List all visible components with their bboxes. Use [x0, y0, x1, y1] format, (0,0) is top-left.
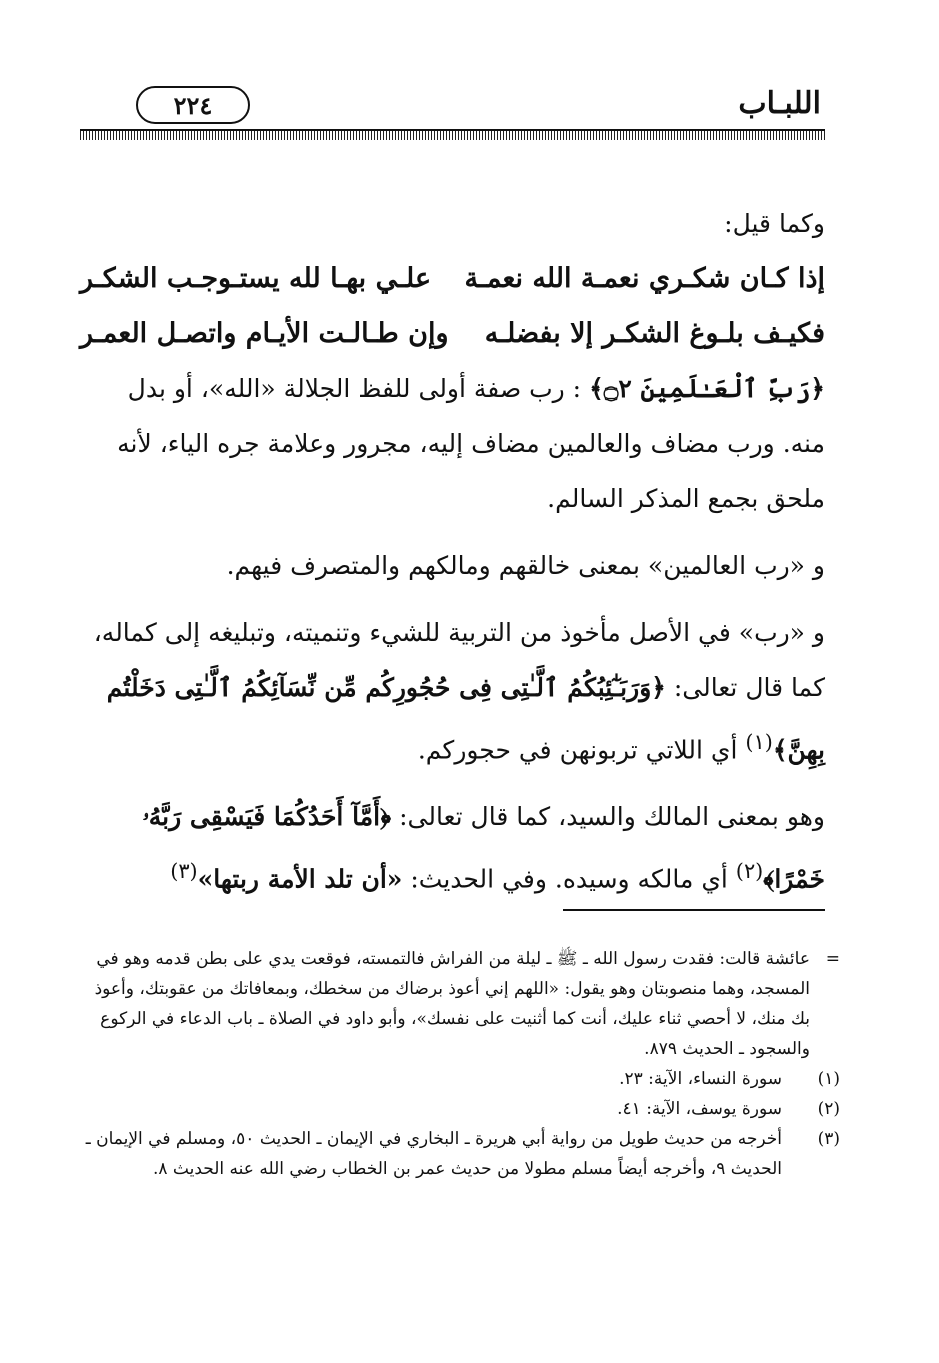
page-number: ٢٢٤	[136, 86, 250, 124]
poem-line-1-second: علـي بهـا لله يستـوجـب الشكـر	[80, 263, 432, 294]
poem-line-1-first: إذا كـان شكـري نعمـة الله نعمـة	[464, 263, 825, 294]
book-title: اللبـاب	[738, 86, 821, 121]
main-text	[80, 196, 825, 907]
footnote-3-text: أخرجه من حديث طويل من رواية أبي هريرة ـ البخاري في الإيمان ـ الحديث ٥٠، ومسلم في الإيمان ـ الحديث ٩، وأخرجه أيضاً مسلم مطولا من حديث عمر بن الخطاب رضي الله عنه الحديث ٨.	[85, 1129, 782, 1179]
quran-verse-3: ﴿أَمَّآ أَحَدُكُمَا فَيَسْقِى رَبَّهُۥ خَمْرًا﴾	[142, 802, 825, 894]
footnote-3-number: (٣)	[817, 1129, 840, 1149]
quran-verse-1: ﴿رَبِّ ٱلْعَـٰلَمِينَ ۝٢﴾	[589, 374, 825, 403]
footnote-1-text: سورة النساء، الآية: ٢٣.	[619, 1069, 782, 1089]
footnote-2-number: (٢)	[817, 1099, 840, 1119]
footnote-2	[80, 1094, 840, 1124]
footnote-2-text: سورة يوسف، الآية: ٤١.	[617, 1099, 782, 1119]
footnote-3	[80, 1124, 840, 1184]
footnote-continuation-text: عائشة قالت: فقدت رسول الله ـ ﷺ ـ ليلة من الفراش فالتمسته، فوقعت يدي على بطن قدمه وهو في المسجد، وهما منصوبتان وهو يقول: «اللهم إني أعوذ برضاك من سخطك، وبمعافاتك من عقوبتك، وأعوذ بك منك، لا أحصي ثناء عليك، أنت كما أثنيت على نفسك»، وأبو داود في الصلاة ـ باب الدعاء في الركوع والسجود ـ الحديث ٨٧٩.	[94, 949, 810, 1059]
paragraph-3-text: و «رب» في الأصل مأخوذ من التربية للشيء وتنميته، وتبليغه إلى كماله، كما قال تعالى:	[93, 618, 825, 702]
continuation-mark: =	[825, 949, 840, 969]
footnote-1	[80, 1064, 840, 1094]
paragraph-3-end: أي اللاتي تربونهن في حجوركم.	[417, 735, 738, 765]
poem-line-2	[80, 306, 825, 361]
paragraph-4-text: وهو بمعنى المالك والسيد، كما قال تعالى:	[399, 802, 825, 832]
paragraph-1	[80, 361, 825, 526]
footnote-separator	[563, 909, 825, 911]
footnotes	[80, 944, 840, 1184]
footnote-ref-3: (٣)	[170, 859, 198, 884]
paragraph-4	[80, 789, 825, 906]
paragraph-1-text: : رب صفة أولى للفظ الجلالة «الله»، أو بدل منه. ورب مضاف والعالمين مضاف إليه، مجرور وعلامة جره الياء، لأنه ملحق بجمع المذكر السالم.	[117, 374, 825, 513]
page-header	[80, 84, 825, 128]
paragraph-2: و «رب العالمين» بمعنى خالقهم ومالكهم والمتصرف فيهم.	[226, 551, 825, 580]
quran-verse-2: ﴿وَرَبَـٰٓئِبُكُمُ ٱلَّـٰتِى فِى حُجُورِكُم مِّن نِّسَآئِكُمُ ٱلَّـٰتِى دَخَلْتُم بِهِنَّ﴾	[106, 673, 825, 765]
footnote-ref-1: (١)	[745, 730, 773, 754]
paragraph-3	[80, 605, 825, 777]
hadith-quote: «أن تلد الأمة ربتها»	[197, 864, 403, 894]
poem-line-2-first: فكيـف بلـوغ الشكـر إلا بفضلـه	[484, 318, 825, 349]
poem-line-2-second: وإن طـالـت الأيـام واتصـل العمـر	[80, 318, 449, 349]
intro-line: وكما قيل:	[724, 209, 825, 238]
header-rule	[80, 129, 825, 140]
footnote-1-number: (١)	[817, 1069, 840, 1089]
footnote-ref-2: (٢)	[735, 859, 764, 884]
paragraph-4-mid: أي مالكه وسيده. وفي الحديث:	[410, 864, 728, 894]
footnote-continuation	[80, 944, 840, 1064]
poem-line-1	[80, 251, 825, 306]
